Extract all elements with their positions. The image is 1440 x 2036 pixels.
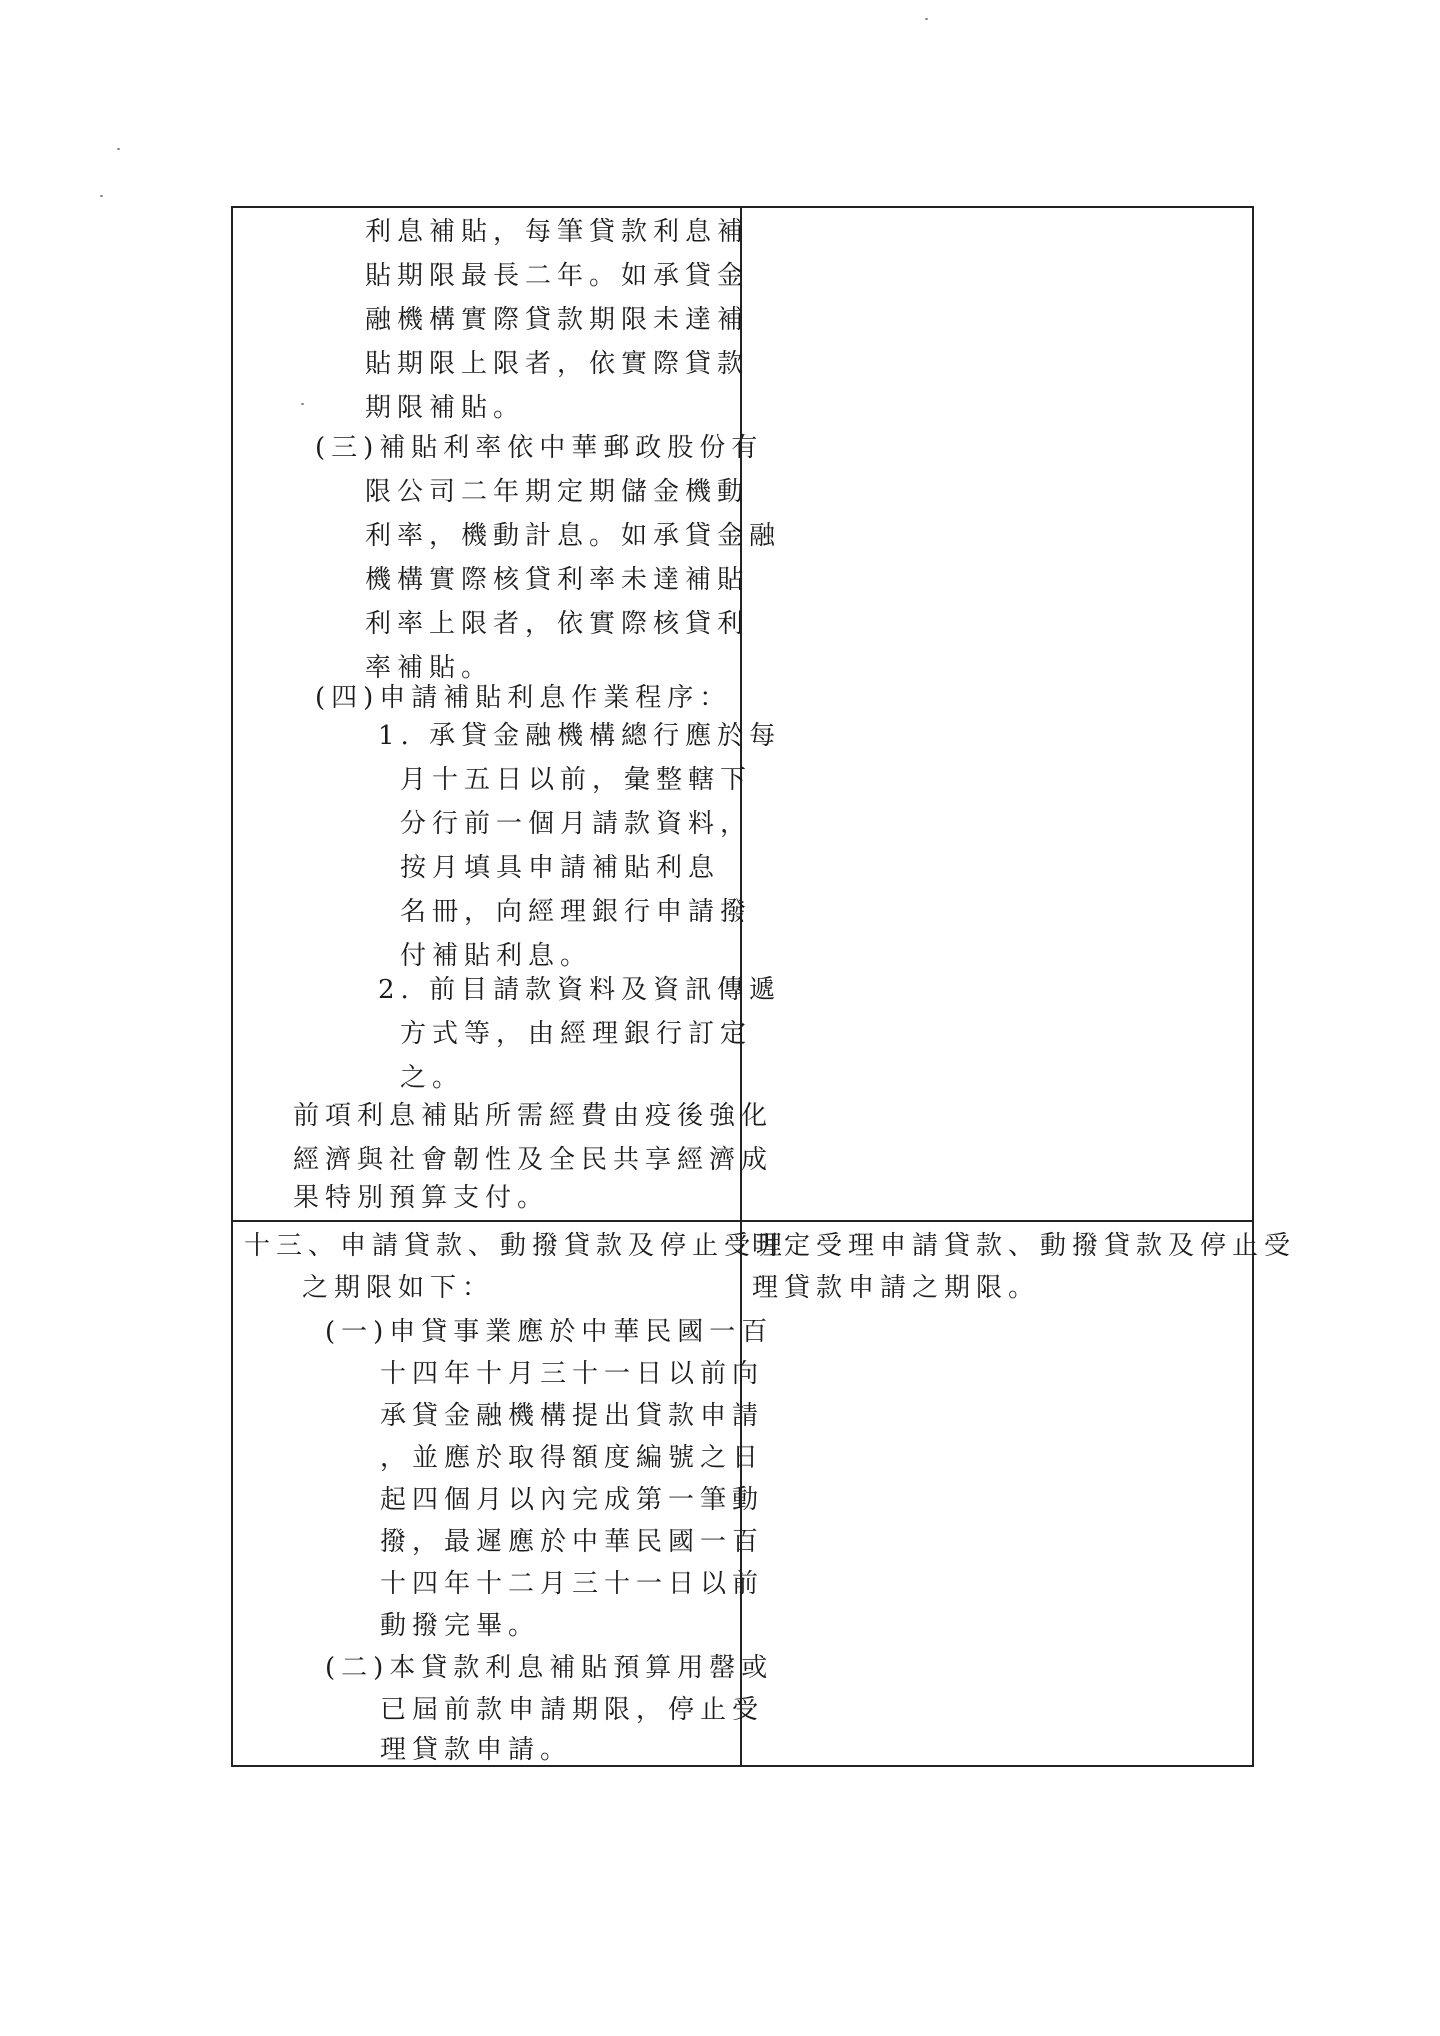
text-line: 理貸款申請之期限。	[752, 1273, 1041, 1303]
text-line: 前項利息補貼所需經費由疫後強化	[293, 1101, 774, 1131]
scan-speck	[100, 195, 103, 197]
text-line: 1. 承貸金融機構總行應於每	[378, 721, 782, 751]
text-line: 十四年十月三十一日以前向	[380, 1359, 765, 1389]
text-line: 付補貼利息。	[400, 941, 593, 971]
text-line: 2. 前目請款資料及資訊傳遞	[378, 975, 782, 1005]
text-line: 貼期限上限者，依實際貸款	[365, 349, 750, 379]
text-line: 月十五日以前，彙整轄下	[400, 765, 753, 795]
text-line: 之期限如下：	[302, 1273, 495, 1303]
text-line: (一)申貸事業應於中華民國一百	[325, 1317, 774, 1347]
text-line: (二)本貸款利息補貼預算用罄或	[325, 1653, 774, 1683]
text-line: (四)申請補貼利息作業程序：	[315, 683, 732, 713]
text-line: 率補貼。	[365, 653, 494, 683]
text-line: 利息補貼，每筆貸款利息補	[365, 217, 750, 247]
text-line: 已屆前款申請期限，停止受	[380, 1695, 765, 1725]
scan-speck	[925, 18, 928, 20]
text-line: 動撥完畢。	[380, 1611, 541, 1641]
text-line: 十四年十二月三十一日以前	[380, 1569, 765, 1599]
text-line: 方式等，由經理銀行訂定	[400, 1019, 753, 1049]
text-line: 之。	[400, 1063, 465, 1093]
text-line: 限公司二年期定期儲金機動	[365, 477, 750, 507]
scan-speck	[117, 148, 120, 150]
text-line: 按月填具申請補貼利息	[400, 853, 721, 883]
text-line: (三)補貼利率依中華郵政股份有	[315, 433, 764, 463]
text-line: 果特別預算支付。	[293, 1183, 550, 1213]
text-line: 機構實際核貸利率未達補貼	[365, 565, 750, 595]
text-line: 期限補貼。	[365, 393, 526, 423]
text-line: 利率上限者，依實際核貸利	[365, 609, 750, 639]
text-line: 十三、申請貸款、動撥貸款及停止受理	[244, 1231, 789, 1261]
text-line: 起四個月以內完成第一筆動	[380, 1485, 765, 1515]
text-line: 撥，最遲應於中華民國一百	[380, 1527, 765, 1557]
text-line: 承貸金融機構提出貸款申請	[380, 1401, 765, 1431]
text-line: 融機構實際貸款期限未達補	[365, 305, 750, 335]
text-line: 利率，機動計息。如承貸金融	[365, 521, 782, 551]
row-divider	[231, 1220, 1254, 1222]
text-line: 名冊，向經理銀行申請撥	[400, 897, 753, 927]
scan-speck	[301, 403, 304, 405]
text-line: ，並應於取得額度編號之日	[380, 1443, 765, 1473]
text-line: 明定受理申請貸款、動撥貸款及停止受	[752, 1231, 1297, 1261]
text-line: 分行前一個月請款資料，	[400, 809, 753, 839]
text-line: 貼期限最長二年。如承貸金	[365, 261, 750, 291]
text-line: 理貸款申請。	[380, 1735, 573, 1765]
text-line: 經濟與社會韌性及全民共享經濟成	[293, 1145, 774, 1175]
